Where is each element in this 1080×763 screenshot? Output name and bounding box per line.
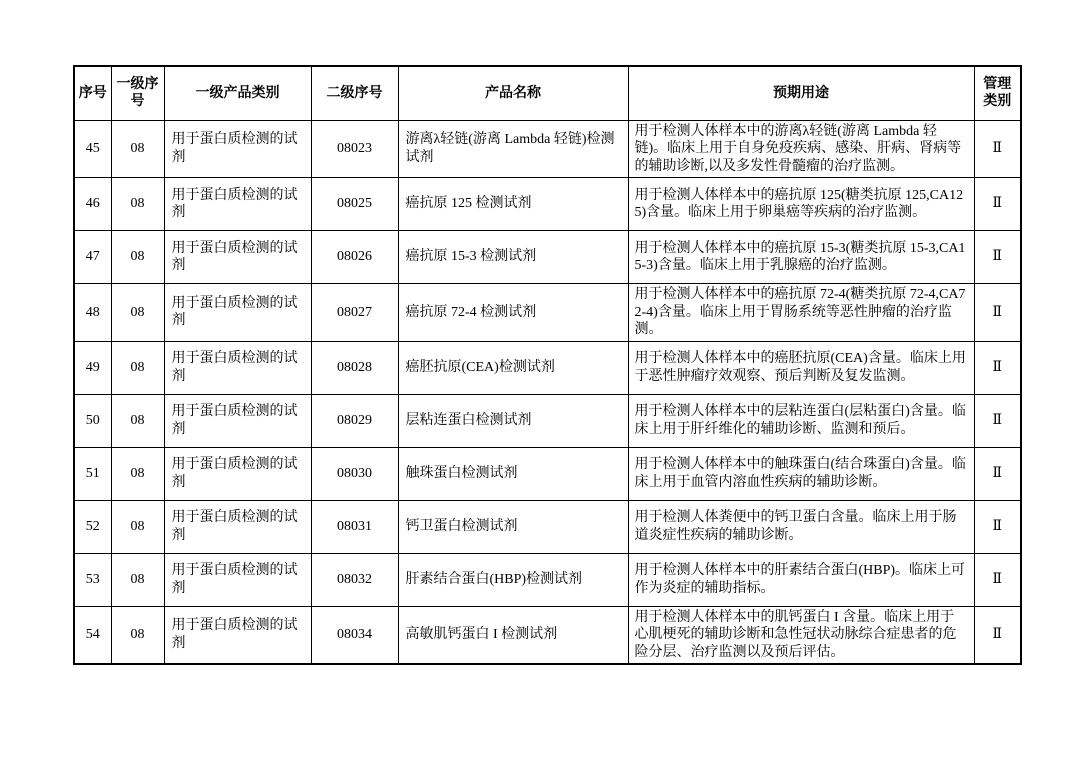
cell-serial: 46 — [74, 178, 111, 231]
cell-product-name: 肝素结合蛋白(HBP)检测试剂 — [398, 553, 628, 606]
header-product-name: 产品名称 — [398, 66, 628, 120]
table-row — [74, 178, 1021, 231]
cell-level2-serial: 08025 — [311, 178, 398, 231]
header-mgmt-class: 管理类别 — [974, 66, 1021, 120]
cell-mgmt-class: Ⅱ — [974, 553, 1021, 606]
header-intended-use: 预期用途 — [628, 66, 974, 120]
cell-level2-serial: 08023 — [311, 120, 398, 178]
header-serial: 序号 — [74, 66, 111, 120]
cell-level1-serial: 08 — [111, 341, 164, 394]
cell-level1-category: 用于蛋白质检测的试剂 — [164, 178, 311, 231]
cell-serial: 54 — [74, 606, 111, 664]
cell-mgmt-class: Ⅱ — [974, 447, 1021, 500]
cell-product-name: 高敏肌钙蛋白 I 检测试剂 — [398, 606, 628, 664]
cell-level1-category: 用于蛋白质检测的试剂 — [164, 553, 311, 606]
cell-product-name: 癌胚抗原(CEA)检测试剂 — [398, 341, 628, 394]
cell-mgmt-class: Ⅱ — [974, 178, 1021, 231]
cell-mgmt-class: Ⅱ — [974, 341, 1021, 394]
cell-intended-use: 用于检测人体样本中的触珠蛋白(结合珠蛋白)含量。临床上用于血管内溶血性疾病的辅助诊断。 — [628, 447, 974, 500]
table-row — [74, 447, 1021, 500]
table-row — [74, 606, 1021, 664]
cell-mgmt-class: Ⅱ — [974, 120, 1021, 178]
table-row — [74, 120, 1021, 178]
table-row — [74, 284, 1021, 342]
cell-product-name: 钙卫蛋白检测试剂 — [398, 500, 628, 553]
cell-level2-serial: 08030 — [311, 447, 398, 500]
cell-product-name: 触珠蛋白检测试剂 — [398, 447, 628, 500]
cell-intended-use: 用于检测人体样本中的癌抗原 15-3(糖类抗原 15-3,CA15-3)含量。临床上用于乳腺癌的治疗监测。 — [628, 231, 974, 284]
table-row — [74, 553, 1021, 606]
cell-serial: 51 — [74, 447, 111, 500]
cell-level2-serial: 08031 — [311, 500, 398, 553]
cell-intended-use: 用于检测人体样本中的癌抗原 125(糖类抗原 125,CA125)含量。临床上用于卵巢癌等疾病的治疗监测。 — [628, 178, 974, 231]
cell-level2-serial: 08034 — [311, 606, 398, 664]
cell-intended-use: 用于检测人体样本中的癌抗原 72-4(糖类抗原 72-4,CA72-4)含量。临床上用于胃肠系统等恶性肿瘤的治疗监测。 — [628, 284, 974, 342]
cell-level1-serial: 08 — [111, 500, 164, 553]
cell-level1-serial: 08 — [111, 178, 164, 231]
cell-level1-serial: 08 — [111, 231, 164, 284]
cell-serial: 53 — [74, 553, 111, 606]
cell-level1-category: 用于蛋白质检测的试剂 — [164, 341, 311, 394]
cell-product-name: 游离λ轻链(游离 Lambda 轻链)检测试剂 — [398, 120, 628, 178]
cell-serial: 50 — [74, 394, 111, 447]
cell-intended-use: 用于检测人体样本中的层粘连蛋白(层粘蛋白)含量。临床上用于肝纤维化的辅助诊断、监测和预后。 — [628, 394, 974, 447]
header-level1-serial: 一级序号 — [111, 66, 164, 120]
cell-level1-category: 用于蛋白质检测的试剂 — [164, 447, 311, 500]
cell-level1-serial: 08 — [111, 394, 164, 447]
cell-serial: 49 — [74, 341, 111, 394]
cell-level1-serial: 08 — [111, 447, 164, 500]
cell-level2-serial: 08026 — [311, 231, 398, 284]
cell-level1-category: 用于蛋白质检测的试剂 — [164, 606, 311, 664]
cell-serial: 45 — [74, 120, 111, 178]
cell-mgmt-class: Ⅱ — [974, 394, 1021, 447]
cell-level2-serial: 08032 — [311, 553, 398, 606]
cell-intended-use: 用于检测人体样本中的肝素结合蛋白(HBP)。临床上可作为炎症的辅助指标。 — [628, 553, 974, 606]
header-level2-serial: 二级序号 — [311, 66, 398, 120]
cell-level1-serial: 08 — [111, 120, 164, 178]
cell-level1-category: 用于蛋白质检测的试剂 — [164, 231, 311, 284]
cell-intended-use: 用于检测人体样本中的肌钙蛋白 I 含量。临床上用于心肌梗死的辅助诊断和急性冠状动脉综合症患者的危险分层、治疗监测以及预后评估。 — [628, 606, 974, 664]
table-row — [74, 500, 1021, 553]
cell-level2-serial: 08029 — [311, 394, 398, 447]
table-header — [74, 66, 1021, 120]
table-row — [74, 341, 1021, 394]
cell-serial: 52 — [74, 500, 111, 553]
cell-serial: 47 — [74, 231, 111, 284]
cell-intended-use: 用于检测人体样本中的游离λ轻链(游离 Lambda 轻链)。临床上用于自身免疫疾病、感染、肝病、肾病等的辅助诊断,以及多发性骨髓瘤的治疗监测。 — [628, 120, 974, 178]
product-classification-table — [73, 65, 1022, 665]
cell-product-name: 层粘连蛋白检测试剂 — [398, 394, 628, 447]
cell-level1-category: 用于蛋白质检测的试剂 — [164, 120, 311, 178]
header-row — [74, 66, 1021, 120]
cell-level1-serial: 08 — [111, 284, 164, 342]
table-row — [74, 394, 1021, 447]
cell-level2-serial: 08028 — [311, 341, 398, 394]
table-row — [74, 231, 1021, 284]
cell-product-name: 癌抗原 15-3 检测试剂 — [398, 231, 628, 284]
cell-product-name: 癌抗原 72-4 检测试剂 — [398, 284, 628, 342]
table-body — [74, 120, 1021, 664]
cell-intended-use: 用于检测人体样本中的癌胚抗原(CEA)含量。临床上用于恶性肿瘤疗效观察、预后判断及复发监测。 — [628, 341, 974, 394]
cell-mgmt-class: Ⅱ — [974, 606, 1021, 664]
cell-level2-serial: 08027 — [311, 284, 398, 342]
cell-mgmt-class: Ⅱ — [974, 500, 1021, 553]
cell-level1-category: 用于蛋白质检测的试剂 — [164, 284, 311, 342]
cell-level1-category: 用于蛋白质检测的试剂 — [164, 394, 311, 447]
cell-level1-serial: 08 — [111, 606, 164, 664]
cell-level1-serial: 08 — [111, 553, 164, 606]
cell-level1-category: 用于蛋白质检测的试剂 — [164, 500, 311, 553]
cell-intended-use: 用于检测人体粪便中的钙卫蛋白含量。临床上用于肠道炎症性疾病的辅助诊断。 — [628, 500, 974, 553]
cell-product-name: 癌抗原 125 检测试剂 — [398, 178, 628, 231]
cell-serial: 48 — [74, 284, 111, 342]
header-level1-category: 一级产品类别 — [164, 66, 311, 120]
cell-mgmt-class: Ⅱ — [974, 231, 1021, 284]
cell-mgmt-class: Ⅱ — [974, 284, 1021, 342]
